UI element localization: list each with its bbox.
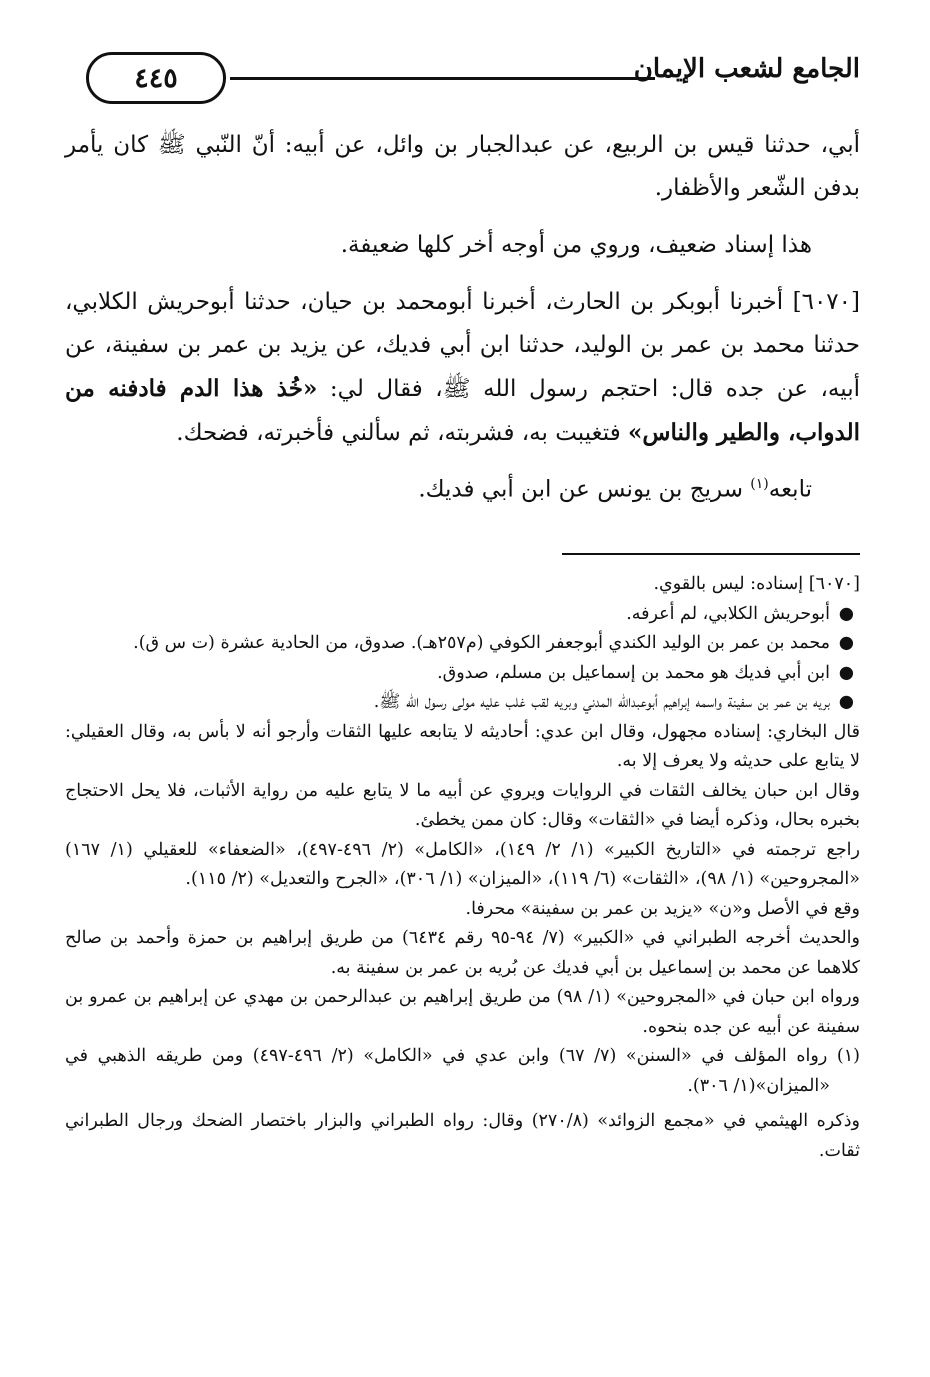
hadith-paragraph [65, 281, 860, 455]
footnote-1: (١) رواه المؤلف في «السنن» (٧/ ٦٧) وابن عدي في «الكامل» (٢/ ٤٩٦-٤٩٧) ومن طريقه الذهبي في «الميزان»(١/ ٣٠٦). [65, 1046, 860, 1096]
running-title: الجامع لشعب الإيمان [633, 54, 860, 84]
note-bullet-text: ابن أبي فديك هو محمد بن إسماعيل بن مسلم، صدوق. [437, 662, 830, 683]
note-paragraph: والحديث أخرجه الطبراني في «الكبير» (٧/ ٩٤-٩٥ رقم ٦٤٣٤) من طريق إبراهيم بن حمزة وأحمد بن صالح كلاهما عن محمد بن إسماعيل بن أبي فديك عن بُريه بن عمر بن سفينة به. [65, 928, 860, 978]
note-bullet [65, 629, 860, 659]
footnote-separator [562, 553, 860, 555]
page-number: ٤٤٥ [134, 62, 178, 94]
header-rule [230, 77, 655, 80]
note-bullet-text: بريه بن عمر بن سفينة واسمه إبراهيم أبوعبدالله المدني وبريه لقب غلب عليه مولى رسول الله ﷺ. [373, 692, 830, 712]
note-bullet [65, 600, 860, 630]
note-paragraph: قال البخاري: إسناده مجهول، وقال ابن عدي: أحاديثه لا يتابعه عليها الثقات وأرجو أنه لا بأس به، وقال العقيلي: لا يتابع على حديثه ولا يعرف إلا به. [65, 721, 860, 771]
note-paragraph: وذكره الهيثمي في «مجمع الزوائد» (٢٧٠/٨) وقال: رواه الطبراني والبزار باختصار الضحك ورجال الطبراني ثقات. [65, 1111, 860, 1161]
hadith-matn: «خُذ هذا الدم فادفنه من الدواب، والطير والناس» [65, 375, 860, 446]
note-bullet [65, 659, 860, 689]
bullet-icon: ● [838, 662, 854, 683]
note-paragraph: وقال ابن حبان يخالف الثقات في الروايات ويروي عن أبيه ما لا يتابع عليه من رواية الأثبات، فلا يحل الاحتجاج بخبره بحال، وذكره أيضا في «الثقات» وقال: كان ممن يخطئ. [65, 780, 860, 830]
paragraph: هذا إسناد ضعيف، وروي من أوجه أخر كلها ضعيفة. [340, 232, 812, 258]
paragraph: أبي، حدثنا قيس بن الربيع، عن عبدالجبار بن وائل، عن أبيه: أنّ النّبي ﷺ كان يأمر بدفن الشّعر والأظفار. [65, 132, 860, 201]
note-bullet-text: محمد بن عمر بن الوليد الكندي أبوجعفر الكوفي (م٢٥٧هـ). صدوق، من الحادية عشرة (ت س ق). [133, 633, 830, 653]
bullet-icon: ● [838, 603, 854, 624]
paragraph [65, 463, 860, 512]
note-paragraph: وقع في الأصل و«ن» «يزيد بن عمر بن سفينة» محرفا. [465, 898, 860, 919]
bullet-icon: ● [838, 692, 854, 712]
note-heading: [٦٠٧٠] إسناده: ليس بالقوي. [653, 574, 860, 594]
note-paragraph: راجع ترجمته في «التاريخ الكبير» (١/ ٢/ ١٤٩)، «الكامل» (٢/ ٤٩٦-٤٩٧)، «الضعفاء» للعقيلي (١/ ١٦٧) «المجروحين» (١/ ٩٨)، «الثقات» (٦/ ١١٩)، «الميزان» (١/ ٣٠٦)، «الجرح والتعديل» (٢/ ١١٥). [65, 839, 860, 889]
hadith-narrative: فتغيبت به، فشربته، ثم سألني فأخبرته، فضحك. [176, 420, 629, 446]
hadith-chain: [٦٠٧٠] أخبرنا أبوبكر بن الحارث، أخبرنا أبومحمد بن حيان، حدثنا أبوحريش الكلابي، حدثنا محمد بن عمر بن الوليد، حدثنا ابن أبي فديك، عن يزيد بن عمر بن سفينة، عن أبيه، عن جده قال: احتجم رسول الله ﷺ، فقال لي: [65, 289, 860, 402]
note-bullet-text: أبوحريش الكلابي، لم أعرفه. [626, 603, 830, 624]
footnote-marker: (١) [750, 476, 769, 492]
note-paragraph: ورواه ابن حبان في «المجروحين» (١/ ٩٨) من طريق إبراهيم بن عبدالرحمن بن مهدي عن إبراهيم بن عمرو بن سفينة عن أبيه عن جده بنحوه. [65, 987, 860, 1037]
page-header [80, 46, 860, 106]
bullet-icon: ● [838, 633, 854, 653]
main-text [65, 124, 860, 512]
footnotes [65, 570, 860, 1166]
note-bullet [65, 688, 860, 718]
follow-up-text-rest: سريج بن يونس عن ابن أبي فديك. [418, 476, 751, 503]
follow-up-text: تابعه [768, 476, 812, 503]
page-number-badge [86, 52, 226, 104]
